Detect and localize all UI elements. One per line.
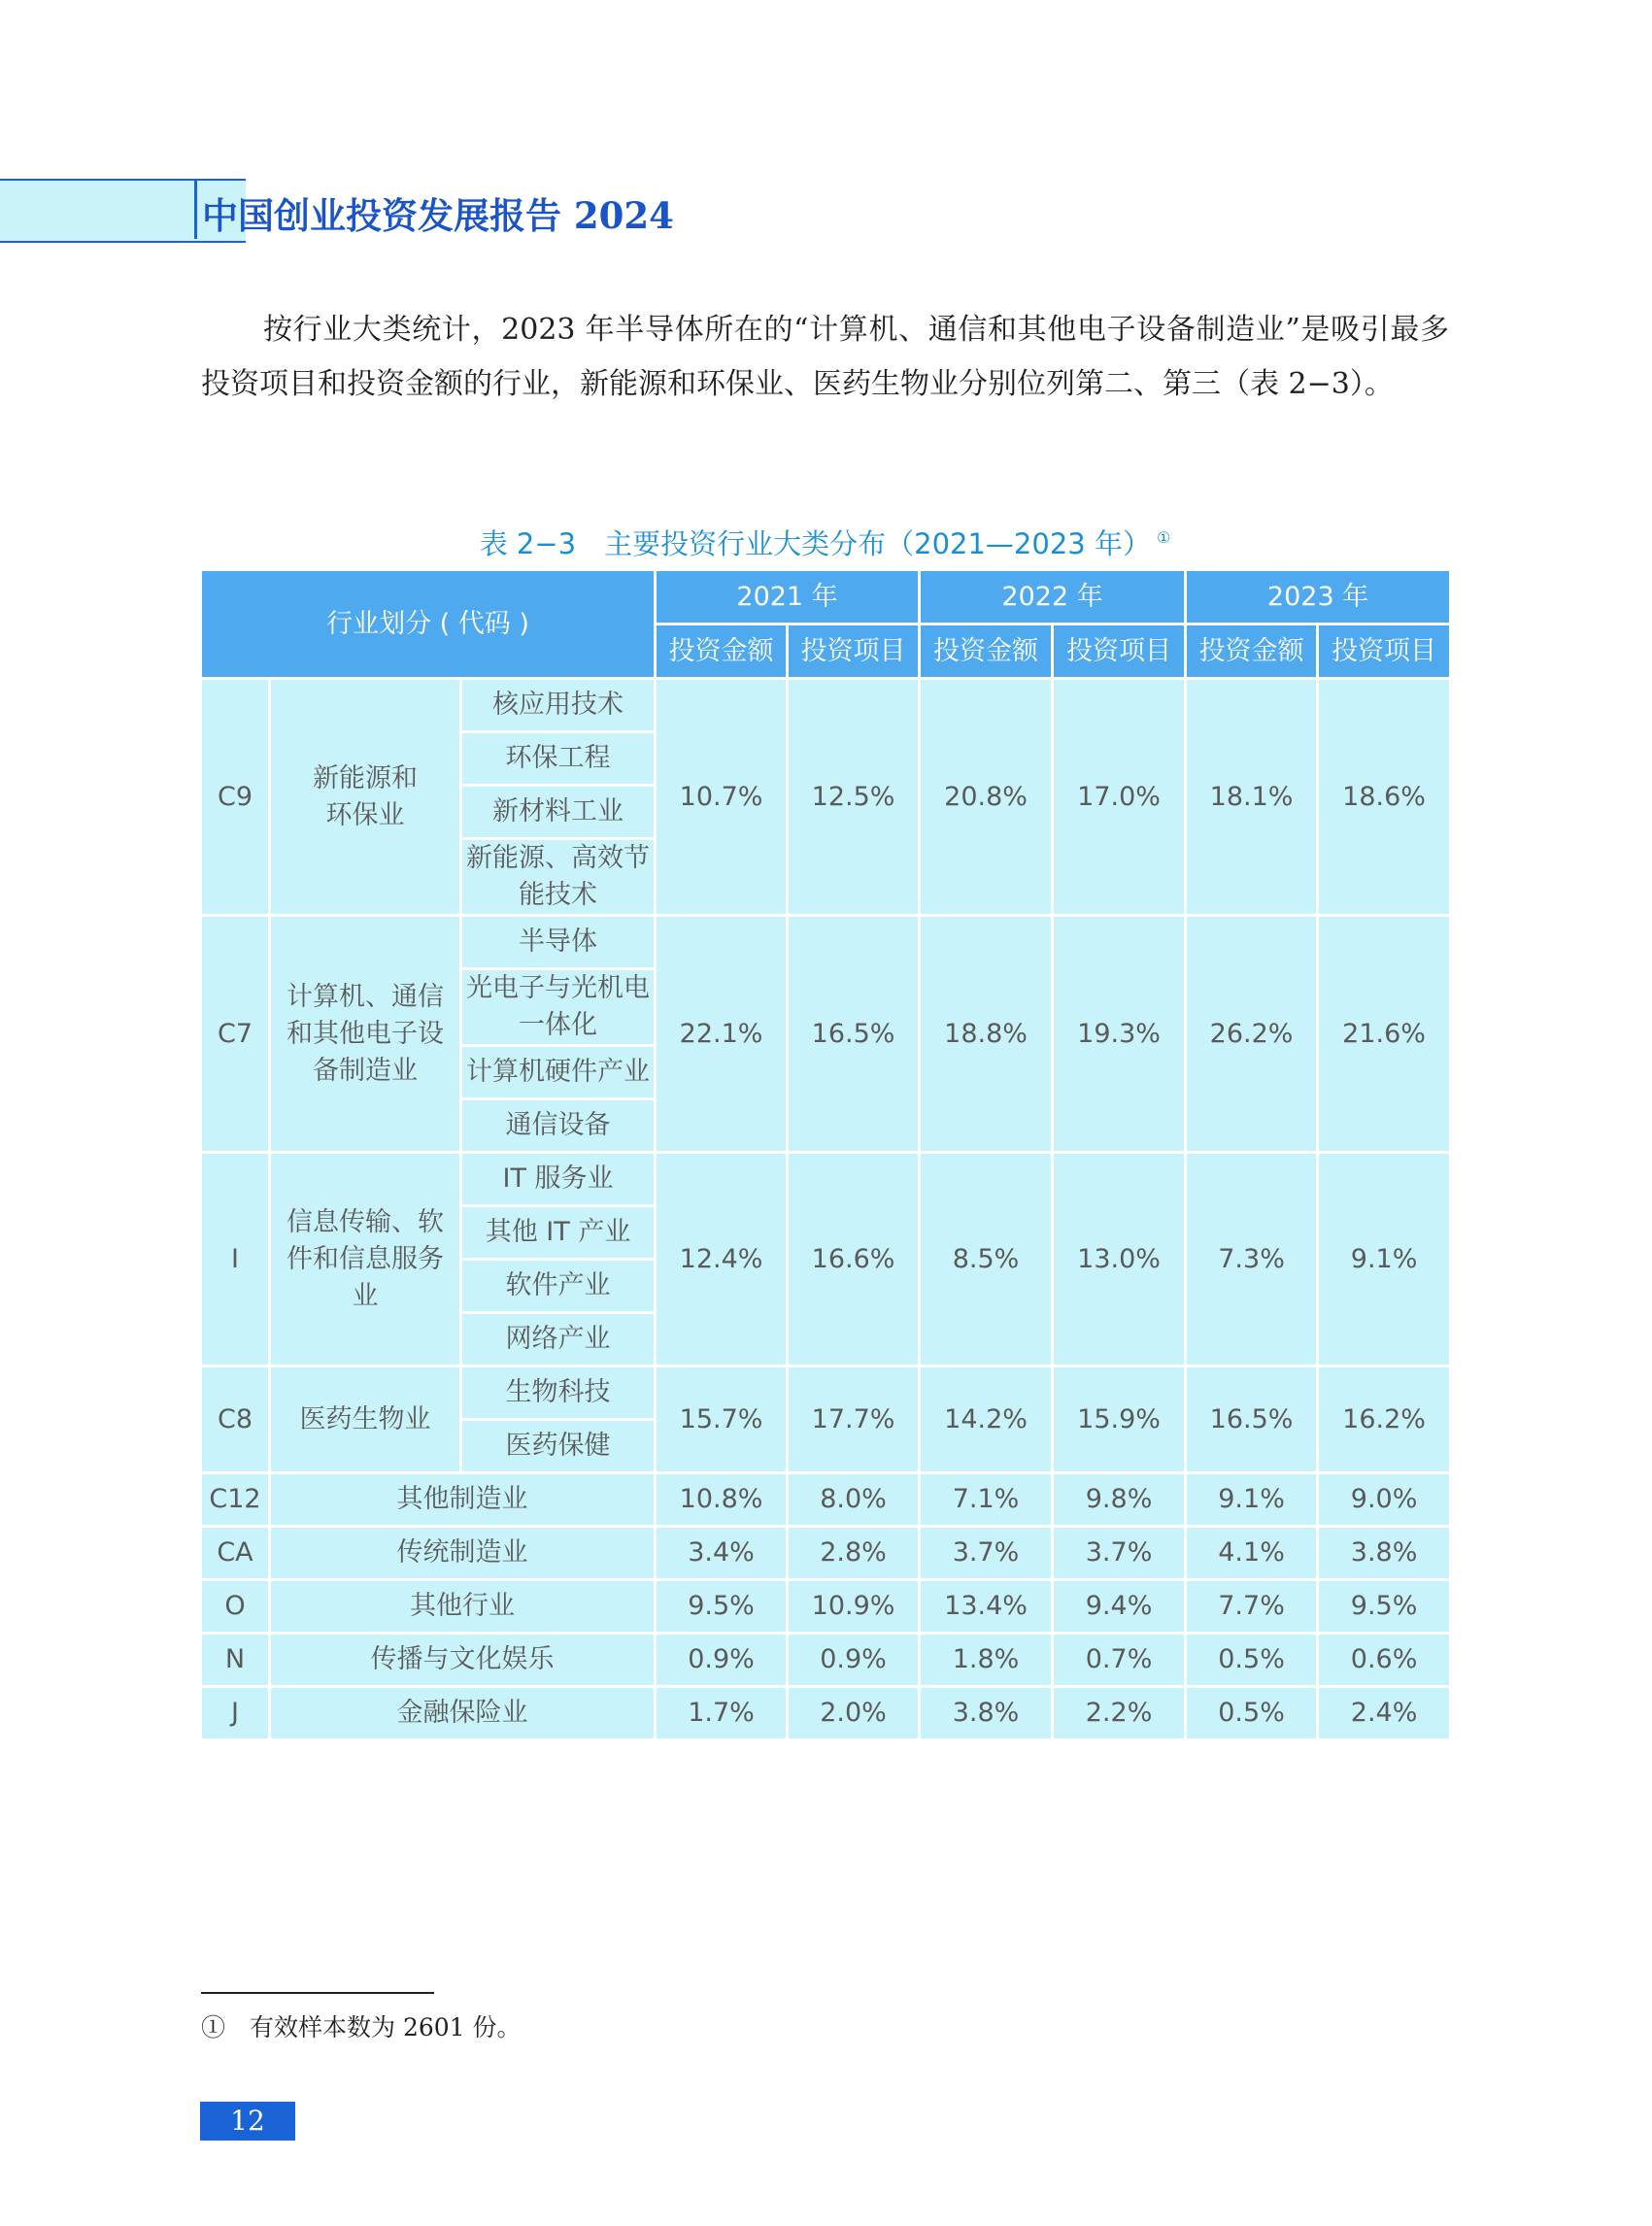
table-row	[201, 1527, 1451, 1580]
value-cell: 2.2%	[1053, 1687, 1186, 1740]
header-metric: 投资项目	[1053, 624, 1186, 679]
industry-code: C9	[201, 679, 270, 916]
industry-code: C7	[201, 916, 270, 1153]
value-cell: 0.6%	[1318, 1634, 1451, 1687]
value-cell: 17.7%	[788, 1366, 920, 1473]
sub-industry: 环保工程	[461, 732, 656, 786]
value-cell: 4.1%	[1186, 1527, 1318, 1580]
industry-name: 传播与文化娱乐	[270, 1634, 656, 1687]
table-caption-text: 表 2−3 主要投资行业大类分布（2021—2023 年）	[479, 527, 1151, 560]
value-cell: 15.7%	[656, 1366, 788, 1473]
value-cell: 9.1%	[1318, 1153, 1451, 1366]
header-metric: 投资金额	[1186, 624, 1318, 679]
value-cell: 0.5%	[1186, 1687, 1318, 1740]
industry-distribution-table	[199, 568, 1452, 1741]
value-cell: 20.8%	[920, 679, 1053, 916]
value-cell: 10.8%	[656, 1473, 788, 1527]
header-industry: 行业划分 ( 代码 )	[201, 570, 656, 679]
value-cell: 3.7%	[1053, 1527, 1186, 1580]
industry-code: C8	[201, 1366, 270, 1473]
value-cell: 9.1%	[1186, 1473, 1318, 1527]
value-cell: 8.5%	[920, 1153, 1053, 1366]
sub-industry: 软件产业	[461, 1260, 656, 1313]
value-cell: 18.8%	[920, 916, 1053, 1153]
value-cell: 1.8%	[920, 1634, 1053, 1687]
sub-industry: 新材料工业	[461, 786, 656, 839]
value-cell: 8.0%	[788, 1473, 920, 1527]
value-cell: 0.9%	[656, 1634, 788, 1687]
value-cell: 1.7%	[656, 1687, 788, 1740]
value-cell: 7.1%	[920, 1473, 1053, 1527]
industry-code: C12	[201, 1473, 270, 1527]
value-cell: 3.8%	[920, 1687, 1053, 1740]
header-metric: 投资金额	[920, 624, 1053, 679]
value-cell: 2.4%	[1318, 1687, 1451, 1740]
table-row	[201, 1153, 1451, 1206]
table-row	[201, 1473, 1451, 1527]
table-row	[201, 1366, 1451, 1420]
value-cell: 3.4%	[656, 1527, 788, 1580]
industry-code: I	[201, 1153, 270, 1366]
footnote-rule	[201, 1992, 434, 1994]
table-row	[201, 1580, 1451, 1634]
value-cell: 21.6%	[1318, 916, 1451, 1153]
table-row	[201, 1687, 1451, 1740]
sub-industry: 网络产业	[461, 1313, 656, 1366]
industry-name: 医药生物业	[270, 1366, 461, 1473]
value-cell: 18.1%	[1186, 679, 1318, 916]
body-paragraph: 按行业大类统计，2023 年半导体所在的“计算机、通信和其他电子设备制造业”是吸引最多投资项目和投资金额的行业，新能源和环保业、医药生物业分别位列第二、第三（表 2−3）。	[201, 313, 1449, 401]
industry-name: 金融保险业	[270, 1687, 656, 1740]
table-caption-note: ①	[1156, 528, 1171, 548]
header-metric: 投资金额	[656, 624, 788, 679]
value-cell: 17.0%	[1053, 679, 1186, 916]
value-cell: 15.9%	[1053, 1366, 1186, 1473]
value-cell: 16.5%	[1186, 1366, 1318, 1473]
value-cell: 13.4%	[920, 1580, 1053, 1634]
value-cell: 12.4%	[656, 1153, 788, 1366]
sub-industry: IT 服务业	[461, 1153, 656, 1206]
value-cell: 9.4%	[1053, 1580, 1186, 1634]
header-year: 2021 年	[656, 570, 920, 624]
value-cell: 2.0%	[788, 1687, 920, 1740]
value-cell: 7.3%	[1186, 1153, 1318, 1366]
table-row	[201, 916, 1451, 969]
value-cell: 18.6%	[1318, 679, 1451, 916]
sub-industry: 新能源、高效节能技术	[461, 839, 656, 916]
value-cell: 22.1%	[656, 916, 788, 1153]
industry-name: 其他行业	[270, 1580, 656, 1634]
sub-industry: 光电子与光机电一体化	[461, 969, 656, 1046]
industry-name: 传统制造业	[270, 1527, 656, 1580]
sub-industry: 半导体	[461, 916, 656, 969]
sub-industry: 计算机硬件产业	[461, 1046, 656, 1099]
value-cell: 3.7%	[920, 1527, 1053, 1580]
value-cell: 19.3%	[1053, 916, 1186, 1153]
value-cell: 12.5%	[788, 679, 920, 916]
table-row	[201, 679, 1451, 732]
value-cell: 16.6%	[788, 1153, 920, 1366]
sub-industry: 核应用技术	[461, 679, 656, 732]
value-cell: 2.8%	[788, 1527, 920, 1580]
header-year: 2022 年	[920, 570, 1186, 624]
value-cell: 7.7%	[1186, 1580, 1318, 1634]
value-cell: 0.7%	[1053, 1634, 1186, 1687]
table-row	[201, 1634, 1451, 1687]
page-number: 12	[200, 2102, 295, 2141]
value-cell: 9.5%	[656, 1580, 788, 1634]
value-cell: 14.2%	[920, 1366, 1053, 1473]
header-metric: 投资项目	[1318, 624, 1451, 679]
header-year: 2023 年	[1186, 570, 1451, 624]
value-cell: 16.2%	[1318, 1366, 1451, 1473]
sub-industry: 其他 IT 产业	[461, 1206, 656, 1260]
sub-industry: 生物科技	[461, 1366, 656, 1420]
industry-name: 新能源和 环保业	[270, 679, 461, 916]
value-cell: 9.5%	[1318, 1580, 1451, 1634]
value-cell: 16.5%	[788, 916, 920, 1153]
industry-name: 计算机、通信和其他电子设备制造业	[270, 916, 461, 1153]
industry-code: CA	[201, 1527, 270, 1580]
industry-name: 其他制造业	[270, 1473, 656, 1527]
value-cell: 9.0%	[1318, 1473, 1451, 1527]
value-cell: 0.5%	[1186, 1634, 1318, 1687]
value-cell: 0.9%	[788, 1634, 920, 1687]
table-caption	[201, 523, 1449, 562]
value-cell: 3.8%	[1318, 1527, 1451, 1580]
footnote: ① 有效样本数为 2601 份。	[201, 2013, 522, 2041]
value-cell: 10.7%	[656, 679, 788, 916]
industry-code: N	[201, 1634, 270, 1687]
value-cell: 26.2%	[1186, 916, 1318, 1153]
sub-industry: 通信设备	[461, 1099, 656, 1153]
value-cell: 13.0%	[1053, 1153, 1186, 1366]
header-metric: 投资项目	[788, 624, 920, 679]
industry-name: 信息传输、软件和信息服务业	[270, 1153, 461, 1366]
value-cell: 9.8%	[1053, 1473, 1186, 1527]
industry-code: O	[201, 1580, 270, 1634]
value-cell: 10.9%	[788, 1580, 920, 1634]
running-header-title: 中国创业投资发展报告 2024	[202, 194, 674, 237]
industry-code: J	[201, 1687, 270, 1740]
sub-industry: 医药保健	[461, 1420, 656, 1473]
